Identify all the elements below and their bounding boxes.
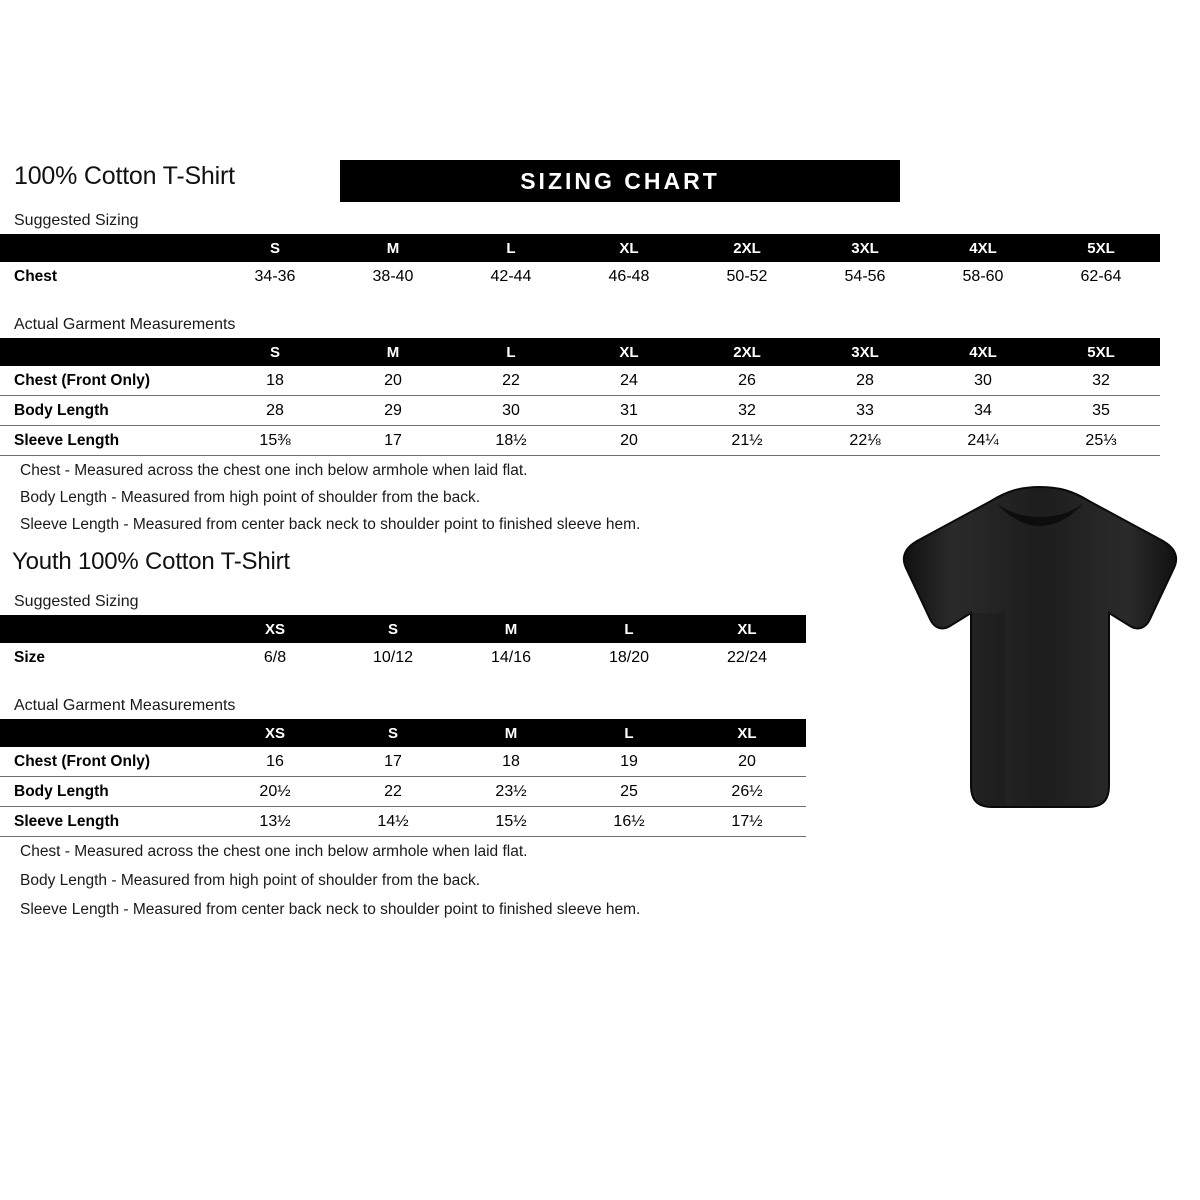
table-row — [0, 777, 806, 807]
column-header — [0, 338, 216, 366]
table-cell: 50-52 — [726, 267, 768, 285]
column-header: L — [570, 719, 688, 747]
table-cell: 19 — [570, 747, 688, 777]
row-label: Chest (Front Only) — [0, 366, 216, 396]
column-header: 2XL — [688, 338, 806, 366]
table-cell: 20 — [334, 366, 452, 396]
column-header: L — [570, 615, 688, 643]
row-label: Size — [14, 648, 46, 666]
column-header: XS — [216, 615, 334, 643]
table-cell: 25 — [570, 777, 688, 807]
row-label: Body Length — [0, 396, 216, 426]
column-header — [0, 234, 216, 262]
youth-suggested-sizing-table — [0, 615, 806, 672]
row-label: Chest (Front Only) — [0, 747, 216, 777]
row-label: Body Length — [0, 777, 216, 807]
table-header-row — [0, 615, 806, 643]
column-header: S — [334, 615, 452, 643]
table-cell: 34-36 — [254, 267, 296, 285]
adult-note-body-length: Body Length - Measured from high point of shoulder from the back. — [20, 489, 481, 506]
table-row — [0, 262, 1160, 291]
table-row — [0, 366, 1160, 396]
youth-suggested-sizing-label: Suggested Sizing — [14, 593, 139, 610]
table-cell: 20½ — [216, 777, 334, 807]
table-cell: 14/16 — [490, 648, 532, 666]
table-cell: 22/24 — [726, 648, 768, 666]
table-cell: 30 — [924, 366, 1042, 396]
row-label: Chest — [14, 267, 58, 285]
column-header: 5XL — [1042, 338, 1160, 366]
table-cell: 17½ — [688, 807, 806, 837]
table-cell: 24 — [570, 366, 688, 396]
sizing-chart-banner-label: SIZING CHART — [520, 168, 720, 194]
column-header — [0, 719, 216, 747]
page-title: 100% Cotton T-Shirt — [14, 162, 235, 190]
table-cell: 24¼ — [924, 426, 1042, 456]
adult-actual-measurements-label: Actual Garment Measurements — [14, 316, 236, 333]
table-cell: 26 — [688, 366, 806, 396]
youth-section-title: Youth 100% Cotton T-Shirt — [12, 548, 290, 575]
column-header: M — [334, 338, 452, 366]
table-cell: 32 — [688, 396, 806, 426]
table-cell: 18/20 — [608, 648, 650, 666]
youth-note-chest: Chest - Measured across the chest one inch below armhole when laid flat. — [20, 843, 528, 860]
table-cell: 20 — [570, 426, 688, 456]
table-row — [0, 747, 806, 777]
table-cell: 46-48 — [608, 267, 650, 285]
column-header: S — [334, 719, 452, 747]
t-shirt-illustration — [895, 485, 1185, 815]
table-cell: 33 — [806, 396, 924, 426]
table-cell: 15½ — [452, 807, 570, 837]
table-cell: 38-40 — [372, 267, 414, 285]
column-header: 4XL — [924, 338, 1042, 366]
table-header-row — [0, 719, 806, 747]
table-header-row — [0, 234, 1160, 262]
column-header: S — [216, 234, 334, 262]
column-header: 3XL — [806, 234, 924, 262]
adult-note-sleeve-length: Sleeve Length - Measured from center back neck to shoulder point to finished sleeve hem. — [20, 516, 641, 533]
row-label: Sleeve Length — [0, 807, 216, 837]
table-cell: 28 — [806, 366, 924, 396]
table-cell: 20 — [688, 747, 806, 777]
table-cell: 16 — [216, 747, 334, 777]
table-cell: 13½ — [216, 807, 334, 837]
table-cell: 25⅓ — [1042, 426, 1160, 456]
column-header: M — [452, 719, 570, 747]
table-cell: 22⅛ — [806, 426, 924, 456]
table-row — [0, 807, 806, 837]
column-header: XS — [216, 719, 334, 747]
table-cell: 22 — [334, 777, 452, 807]
table-cell: 58-60 — [962, 267, 1004, 285]
table-cell: 16½ — [570, 807, 688, 837]
table-cell: 15⅜ — [216, 426, 334, 456]
table-cell: 10/12 — [372, 648, 414, 666]
table-header-row — [0, 338, 1160, 366]
table-row — [0, 426, 1160, 456]
column-header: 2XL — [688, 234, 806, 262]
table-cell: 62-64 — [1080, 267, 1122, 285]
table-cell: 32 — [1042, 366, 1160, 396]
column-header: M — [334, 234, 452, 262]
adult-actual-measurements-table — [0, 338, 1160, 456]
table-row — [0, 643, 806, 672]
table-cell: 14½ — [334, 807, 452, 837]
youth-actual-measurements-label: Actual Garment Measurements — [14, 697, 236, 714]
table-cell: 17 — [334, 426, 452, 456]
table-cell: 31 — [570, 396, 688, 426]
row-label: Sleeve Length — [0, 426, 216, 456]
column-header: XL — [688, 615, 806, 643]
column-header: 3XL — [806, 338, 924, 366]
table-cell: 29 — [334, 396, 452, 426]
column-header: L — [452, 338, 570, 366]
column-header: M — [452, 615, 570, 643]
table-cell: 17 — [334, 747, 452, 777]
adult-note-chest: Chest - Measured across the chest one inch below armhole when laid flat. — [20, 462, 528, 479]
adult-suggested-sizing-label: Suggested Sizing — [14, 212, 139, 229]
table-cell: 18 — [452, 747, 570, 777]
header — [0, 160, 900, 204]
column-header: XL — [570, 338, 688, 366]
table-cell: 28 — [216, 396, 334, 426]
adult-suggested-sizing-table — [0, 234, 1160, 291]
sizing-chart-banner — [340, 160, 900, 202]
table-cell: 6/8 — [263, 648, 287, 666]
youth-note-sleeve-length: Sleeve Length - Measured from center back neck to shoulder point to finished sleeve hem. — [20, 901, 641, 918]
table-row — [0, 396, 1160, 426]
column-header: 5XL — [1042, 234, 1160, 262]
table-cell: 18½ — [452, 426, 570, 456]
table-cell: 21½ — [688, 426, 806, 456]
column-header — [0, 615, 216, 643]
table-cell: 30 — [452, 396, 570, 426]
table-cell: 18 — [216, 366, 334, 396]
table-cell: 22 — [452, 366, 570, 396]
column-header: XL — [688, 719, 806, 747]
table-cell: 42-44 — [490, 267, 532, 285]
youth-actual-measurements-table — [0, 719, 806, 837]
column-header: S — [216, 338, 334, 366]
table-cell: 26½ — [688, 777, 806, 807]
table-cell: 34 — [924, 396, 1042, 426]
table-cell: 23½ — [452, 777, 570, 807]
youth-note-body-length: Body Length - Measured from high point of shoulder from the back. — [20, 872, 481, 889]
column-header: XL — [570, 234, 688, 262]
column-header: L — [452, 234, 570, 262]
table-cell: 54-56 — [844, 267, 886, 285]
table-cell: 35 — [1042, 396, 1160, 426]
column-header: 4XL — [924, 234, 1042, 262]
